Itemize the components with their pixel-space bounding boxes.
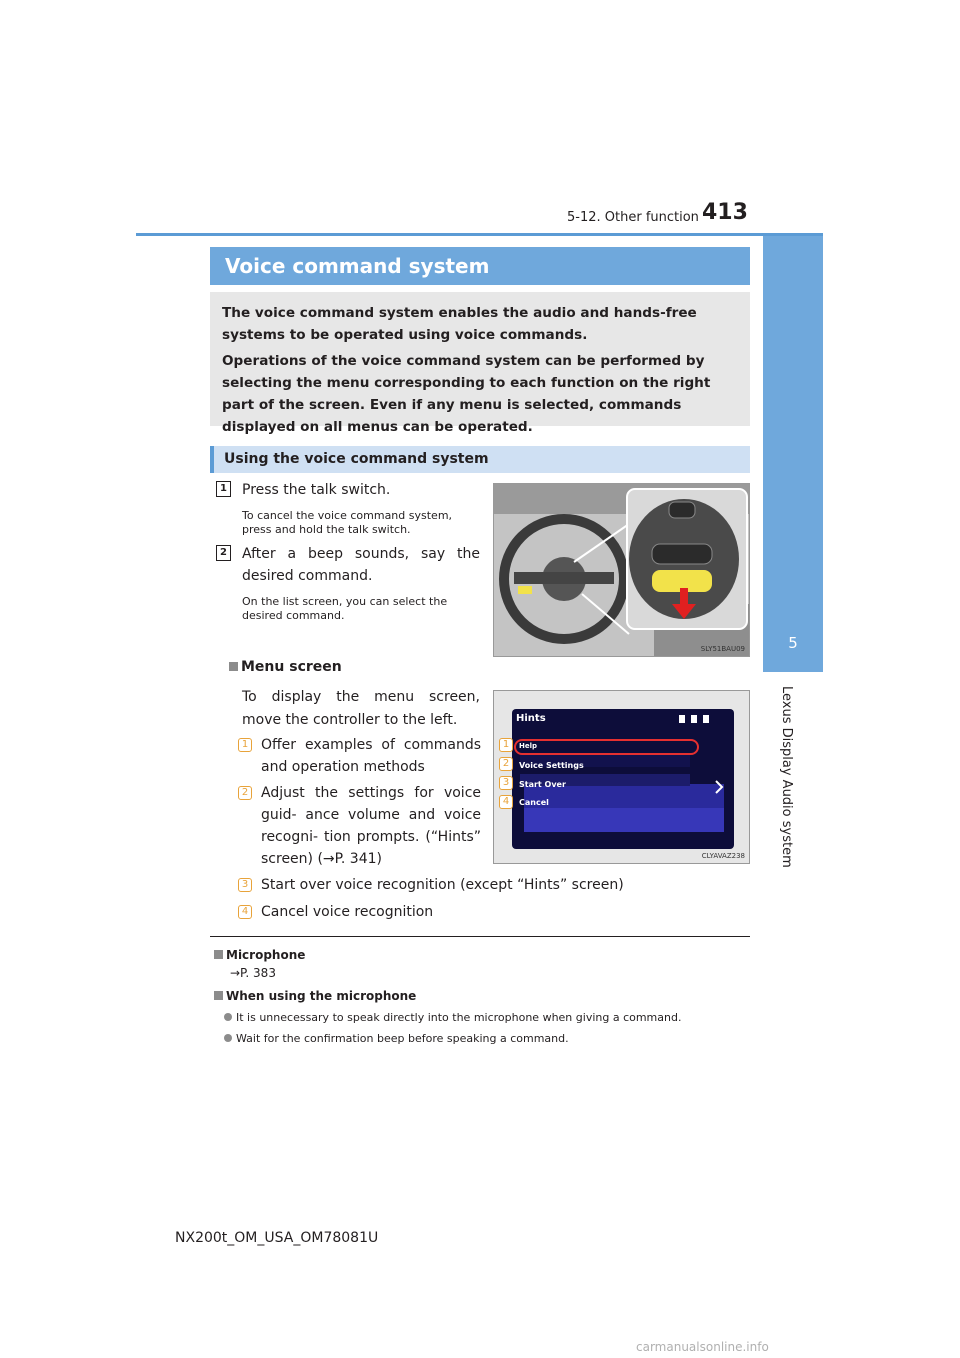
menu-item-description: Cancel voice recognition bbox=[261, 904, 434, 920]
callout-number: 3 bbox=[499, 776, 513, 790]
chapter-number: 5 bbox=[788, 634, 798, 652]
square-bullet-icon bbox=[214, 991, 223, 1000]
image-caption: CLYAVAZ238 bbox=[701, 852, 745, 860]
image-caption: SLY51BAU09 bbox=[700, 645, 745, 653]
note-heading bbox=[214, 989, 416, 1003]
step-note: On the list screen, you can select the desired command. bbox=[242, 595, 448, 622]
menu-item-description: Start over voice recognition (except “Hints” screen) bbox=[261, 877, 624, 893]
callout-number: 1 bbox=[499, 738, 513, 752]
callout-number: 4 bbox=[499, 795, 513, 809]
step-text: After a beep sounds, say the desired command. bbox=[242, 546, 480, 584]
menu-item-description: Adjust the settings for voice guid- ance volume and voice recogni- tion prompts. (“Hints” screen) (→P. 341) bbox=[261, 785, 481, 867]
step-badge: 2 bbox=[216, 545, 231, 561]
bullet-dot-icon bbox=[224, 1013, 232, 1021]
hints-item-start-over: Start Over bbox=[519, 780, 566, 789]
menu-item-description: Offer examples of commands and operation methods bbox=[261, 737, 481, 775]
bullet-item bbox=[224, 1011, 681, 1024]
steering-wheel-illustration bbox=[493, 483, 750, 657]
square-bullet-icon bbox=[214, 950, 223, 959]
menu-screen-heading bbox=[229, 659, 342, 675]
hints-item-voice-settings: Voice Settings bbox=[519, 761, 584, 770]
bullet-text: Wait for the confirmation beep before speaking a command. bbox=[236, 1032, 569, 1045]
item-number: 2 bbox=[238, 786, 252, 800]
watermark: carmanualsonline.info bbox=[636, 1340, 769, 1354]
step-badge: 1 bbox=[216, 481, 231, 497]
main-title-bar bbox=[210, 247, 750, 285]
menu-screen-description: To display the menu screen, move the controller to the left. bbox=[242, 689, 480, 728]
page-number: 413 bbox=[702, 200, 748, 225]
header-rule bbox=[136, 233, 823, 236]
bullet-text: It is unnecessary to speak directly into the microphone when giving a command. bbox=[236, 1011, 682, 1024]
intro-paragraph: Operations of the voice command system can be performed by selecting the menu corresponding to each function on the right part of the screen. Even if any menu is selected, commands displayed on all menus can be operated. bbox=[222, 353, 711, 435]
hints-screen-title: Hints bbox=[516, 713, 546, 724]
hints-item-help: Help bbox=[519, 742, 538, 750]
callout-number: 2 bbox=[499, 757, 513, 771]
step-note: To cancel the voice command system, press and hold the talk switch. bbox=[242, 509, 453, 536]
page-title: Voice command system bbox=[225, 254, 490, 278]
note-heading bbox=[214, 948, 305, 962]
bullet-item bbox=[224, 1032, 569, 1045]
intro-paragraph: The voice command system enables the audio and hands-free systems to be operated using voice commands. bbox=[222, 305, 697, 343]
using-microphone-heading: When using the microphone bbox=[226, 989, 417, 1003]
microphone-reference: →P. 383 bbox=[230, 966, 276, 980]
document-code: NX200t_OM_USA_OM78081U bbox=[175, 1230, 379, 1246]
section-name: 5-12. Other function bbox=[567, 210, 699, 225]
steering-wheel-icon bbox=[494, 484, 750, 657]
bullet-dot-icon bbox=[224, 1034, 232, 1042]
intro-box bbox=[210, 292, 750, 435]
hints-screen-illustration bbox=[493, 690, 750, 864]
subheading: Using the voice command system bbox=[224, 451, 489, 467]
item-number: 4 bbox=[238, 905, 252, 919]
menu-screen-title: Menu screen bbox=[241, 659, 342, 675]
square-bullet-icon bbox=[229, 662, 238, 671]
item-number: 1 bbox=[238, 738, 252, 752]
section-divider bbox=[210, 936, 750, 937]
step-text: Press the talk switch. bbox=[242, 482, 391, 498]
item-number: 3 bbox=[238, 878, 252, 892]
microphone-heading: Microphone bbox=[226, 948, 306, 962]
chapter-side-tab bbox=[763, 236, 823, 672]
subheading-bar bbox=[210, 446, 750, 473]
hints-item-cancel: Cancel bbox=[519, 798, 549, 807]
chapter-title: Lexus Display Audio system bbox=[779, 686, 794, 868]
